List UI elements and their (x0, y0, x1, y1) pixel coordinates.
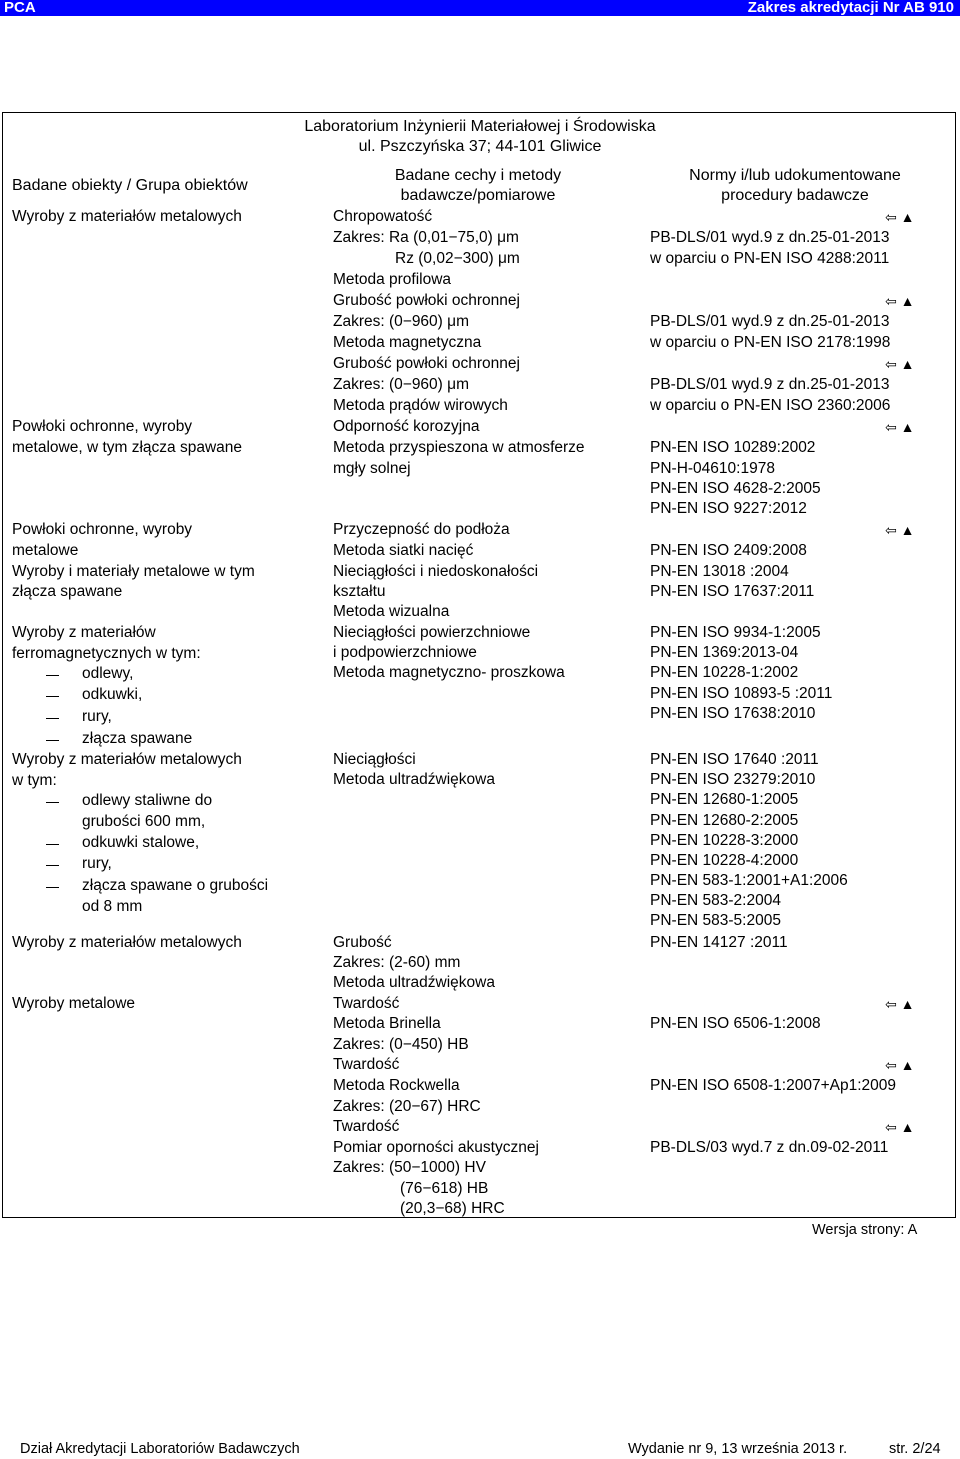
top-bar (0, 0, 960, 16)
list-bullet (46, 844, 59, 845)
standard-line: PN-EN 583-1:2001+A1:2006 (650, 872, 848, 889)
list-bullet (46, 740, 59, 741)
flexible-scope-icon: ⇦ ▲ (885, 419, 915, 435)
header-standards-line2: procedury badawcze (721, 187, 869, 204)
flexible-scope-icon: ⇦ ▲ (885, 996, 915, 1012)
feature-line: Nieciągłości powierzchniowe (333, 624, 531, 641)
object-item: rury, (82, 708, 112, 725)
standard-line: PN-EN ISO 4628-2:2005 (650, 480, 821, 497)
feature-line: Zakres: (20−67) HRC (333, 1098, 481, 1115)
page-version: Wersja strony: A (812, 1222, 918, 1238)
standard-line: PN-EN ISO 17638:2010 (650, 705, 816, 722)
standard-line: PN-EN ISO 9934-1:2005 (650, 624, 821, 641)
flexible-scope-icon: ⇦ ▲ (885, 1057, 915, 1073)
header-objects: Badane obiekty / Grupa obiektów (12, 177, 248, 194)
feature-line: Metoda wizualna (333, 603, 450, 620)
standard-line: PN-EN ISO 10893-5 :2011 (650, 685, 833, 702)
object-group: w tym: (12, 772, 57, 789)
object-item: odlewy, (82, 665, 134, 682)
object-group: metalowe, w tym złącza spawane (12, 439, 243, 456)
feature-line: (76−618) HB (400, 1180, 489, 1197)
feature-line: Chropowatość (333, 208, 433, 225)
object-group: Powłoki ochronne, wyroby (12, 521, 193, 538)
object-group: Powłoki ochronne, wyroby (12, 418, 193, 435)
flexible-scope-icon: ⇦ ▲ (885, 1119, 915, 1135)
object-group: Wyroby metalowe (12, 995, 136, 1012)
standard-line: PN-EN 1369:2013-04 (650, 644, 799, 661)
feature-line: Grubość powłoki ochronnej (333, 292, 520, 309)
standard-line: PN-EN ISO 10289:2002 (650, 439, 816, 456)
standard-line: w oparciu o PN-EN ISO 2360:2006 (650, 397, 891, 414)
object-item: złącza spawane (82, 730, 193, 747)
feature-line: Twardość (333, 1056, 400, 1073)
flexible-scope-icon: ⇦ ▲ (885, 209, 915, 225)
standard-line: PN-EN 583-5:2005 (650, 912, 781, 929)
standard-line: PN-EN 583-2:2004 (650, 892, 781, 909)
standard-line: PN-EN ISO 2409:2008 (650, 542, 807, 559)
footer-department: Dział Akredytacji Laboratoriów Badawczych (20, 1441, 300, 1457)
feature-line: Metoda przyspieszona w atmosferze (333, 439, 585, 456)
footer-page-number: str. 2/24 (889, 1441, 941, 1457)
list-bullet (46, 675, 59, 676)
standard-line: PN-EN 10228-1:2002 (650, 664, 799, 681)
feature-line: Metoda magnetyczna (333, 334, 482, 351)
feature-line: Pomiar oporności akustycznej (333, 1139, 539, 1156)
header-standards-line1: Normy i/lub udokumentowane (689, 167, 901, 184)
object-item: odkuwki, (82, 686, 143, 703)
flexible-scope-icon: ⇦ ▲ (885, 293, 915, 309)
object-item: odlewy staliwne do (82, 792, 213, 809)
list-bullet (46, 865, 59, 866)
standard-line: w oparciu o PN-EN ISO 2178:1998 (650, 334, 891, 351)
flexible-scope-icon: ⇦ ▲ (885, 356, 915, 372)
list-bullet (46, 718, 59, 719)
standard-line: PB-DLS/01 wyd.9 z dn.25-01-2013 (650, 376, 890, 393)
list-bullet (46, 696, 59, 697)
standard-line: PN-EN ISO 17637:2011 (650, 583, 815, 600)
feature-line: Odporność korozyjna (333, 418, 480, 435)
object-group: ferromagnetycznych w tym: (12, 645, 201, 662)
standard-line: PN-EN ISO 23279:2010 (650, 771, 816, 788)
feature-line: Zakres: (0−450) HB (333, 1036, 469, 1053)
feature-line: Grubość powłoki ochronnej (333, 355, 520, 372)
feature-line: Metoda ultradźwiękowa (333, 974, 495, 991)
laboratory-address: ul. Pszczyńska 37; 44-101 Gliwice (358, 138, 602, 155)
object-group: metalowe (12, 542, 79, 559)
feature-line: mgły solnej (333, 460, 411, 477)
list-bullet (46, 887, 59, 888)
standard-line: PB-DLS/01 wyd.9 z dn.25-01-2013 (650, 229, 890, 246)
feature-line: Zakres: (0−960) μm (333, 376, 469, 393)
feature-line: Rz (0,02−300) μm (395, 250, 520, 267)
top-bar-org: PCA (4, 0, 36, 16)
feature-line: Metoda magnetyczno- proszkowa (333, 664, 565, 681)
standard-line: PB-DLS/03 wyd.7 z dn.09-02-2011 (650, 1139, 889, 1156)
standard-line: w oparciu o PN-EN ISO 4288:2011 (650, 250, 890, 267)
feature-line: Zakres: Ra (0,01−75,0) μm (333, 229, 519, 246)
feature-line: Metoda profilowa (333, 271, 452, 288)
feature-line: kształtu (333, 583, 386, 600)
feature-line: Twardość (333, 995, 400, 1012)
standard-line: PN-EN 13018 :2004 (650, 563, 789, 580)
standard-line: PN-H-04610:1978 (650, 460, 775, 477)
standard-line: PN-EN ISO 6508-1:2007+Ap1:2009 (650, 1077, 897, 1094)
feature-line: (20,3−68) HRC (400, 1200, 505, 1217)
object-group: Wyroby z materiałów (12, 624, 156, 641)
feature-line: Metoda siatki nacięć (333, 542, 474, 559)
object-group: złącza spawane (12, 583, 123, 600)
standard-line: PN-EN 10228-3:2000 (650, 832, 799, 849)
feature-line: Grubość (333, 934, 392, 951)
top-bar-title: Zakres akredytacji Nr AB 910 (747, 0, 954, 16)
laboratory-name: Laboratorium Inżynierii Materiałowej i Środowiska (304, 118, 656, 135)
object-item: od 8 mm (82, 898, 143, 915)
standard-line: PN-EN 10228-4:2000 (650, 852, 799, 869)
standard-line: PN-EN 14127 :2011 (650, 934, 788, 951)
feature-line: Metoda ultradźwiękowa (333, 771, 495, 788)
feature-line: Nieciągłości (333, 751, 416, 768)
object-group: Wyroby z materiałów metalowych (12, 934, 242, 951)
object-item: grubości 600 mm, (82, 813, 206, 830)
standard-line: PN-EN ISO 17640 :2011 (650, 751, 819, 768)
object-item: złącza spawane o grubości (82, 877, 269, 894)
feature-line: Zakres: (0−960) μm (333, 313, 469, 330)
feature-line: Przyczepność do podłoża (333, 521, 510, 538)
standard-line: PN-EN 12680-1:2005 (650, 791, 799, 808)
standard-line: PB-DLS/01 wyd.9 z dn.25-01-2013 (650, 313, 890, 330)
feature-line: Twardość (333, 1118, 400, 1135)
object-group: Wyroby z materiałów metalowych (12, 208, 242, 225)
feature-line: Metoda Brinella (333, 1015, 441, 1032)
feature-line: i podpowierzchniowe (333, 644, 477, 661)
footer-edition: Wydanie nr 9, 13 września 2013 r. (628, 1441, 848, 1457)
object-item: rury, (82, 855, 112, 872)
list-bullet (46, 802, 59, 803)
feature-line: Metoda prądów wirowych (333, 397, 508, 414)
object-group: Wyroby i materiały metalowe w tym (12, 563, 255, 580)
feature-line: Metoda Rockwella (333, 1077, 460, 1094)
standard-line: PN-EN ISO 6506-1:2008 (650, 1015, 821, 1032)
feature-line: Nieciągłości i niedoskonałości (333, 563, 539, 580)
object-group: Wyroby z materiałów metalowych (12, 751, 242, 768)
feature-line: Zakres: (50−1000) HV (333, 1159, 486, 1176)
header-features-line2: badawcze/pomiarowe (400, 187, 556, 204)
feature-line: Zakres: (2-60) mm (333, 954, 461, 971)
header-features-line1: Badane cechy i metody (394, 167, 562, 184)
flexible-scope-icon: ⇦ ▲ (885, 522, 915, 538)
standard-line: PN-EN ISO 9227:2012 (650, 500, 807, 517)
object-item: odkuwki stalowe, (82, 834, 200, 851)
standard-line: PN-EN 12680-2:2005 (650, 812, 799, 829)
